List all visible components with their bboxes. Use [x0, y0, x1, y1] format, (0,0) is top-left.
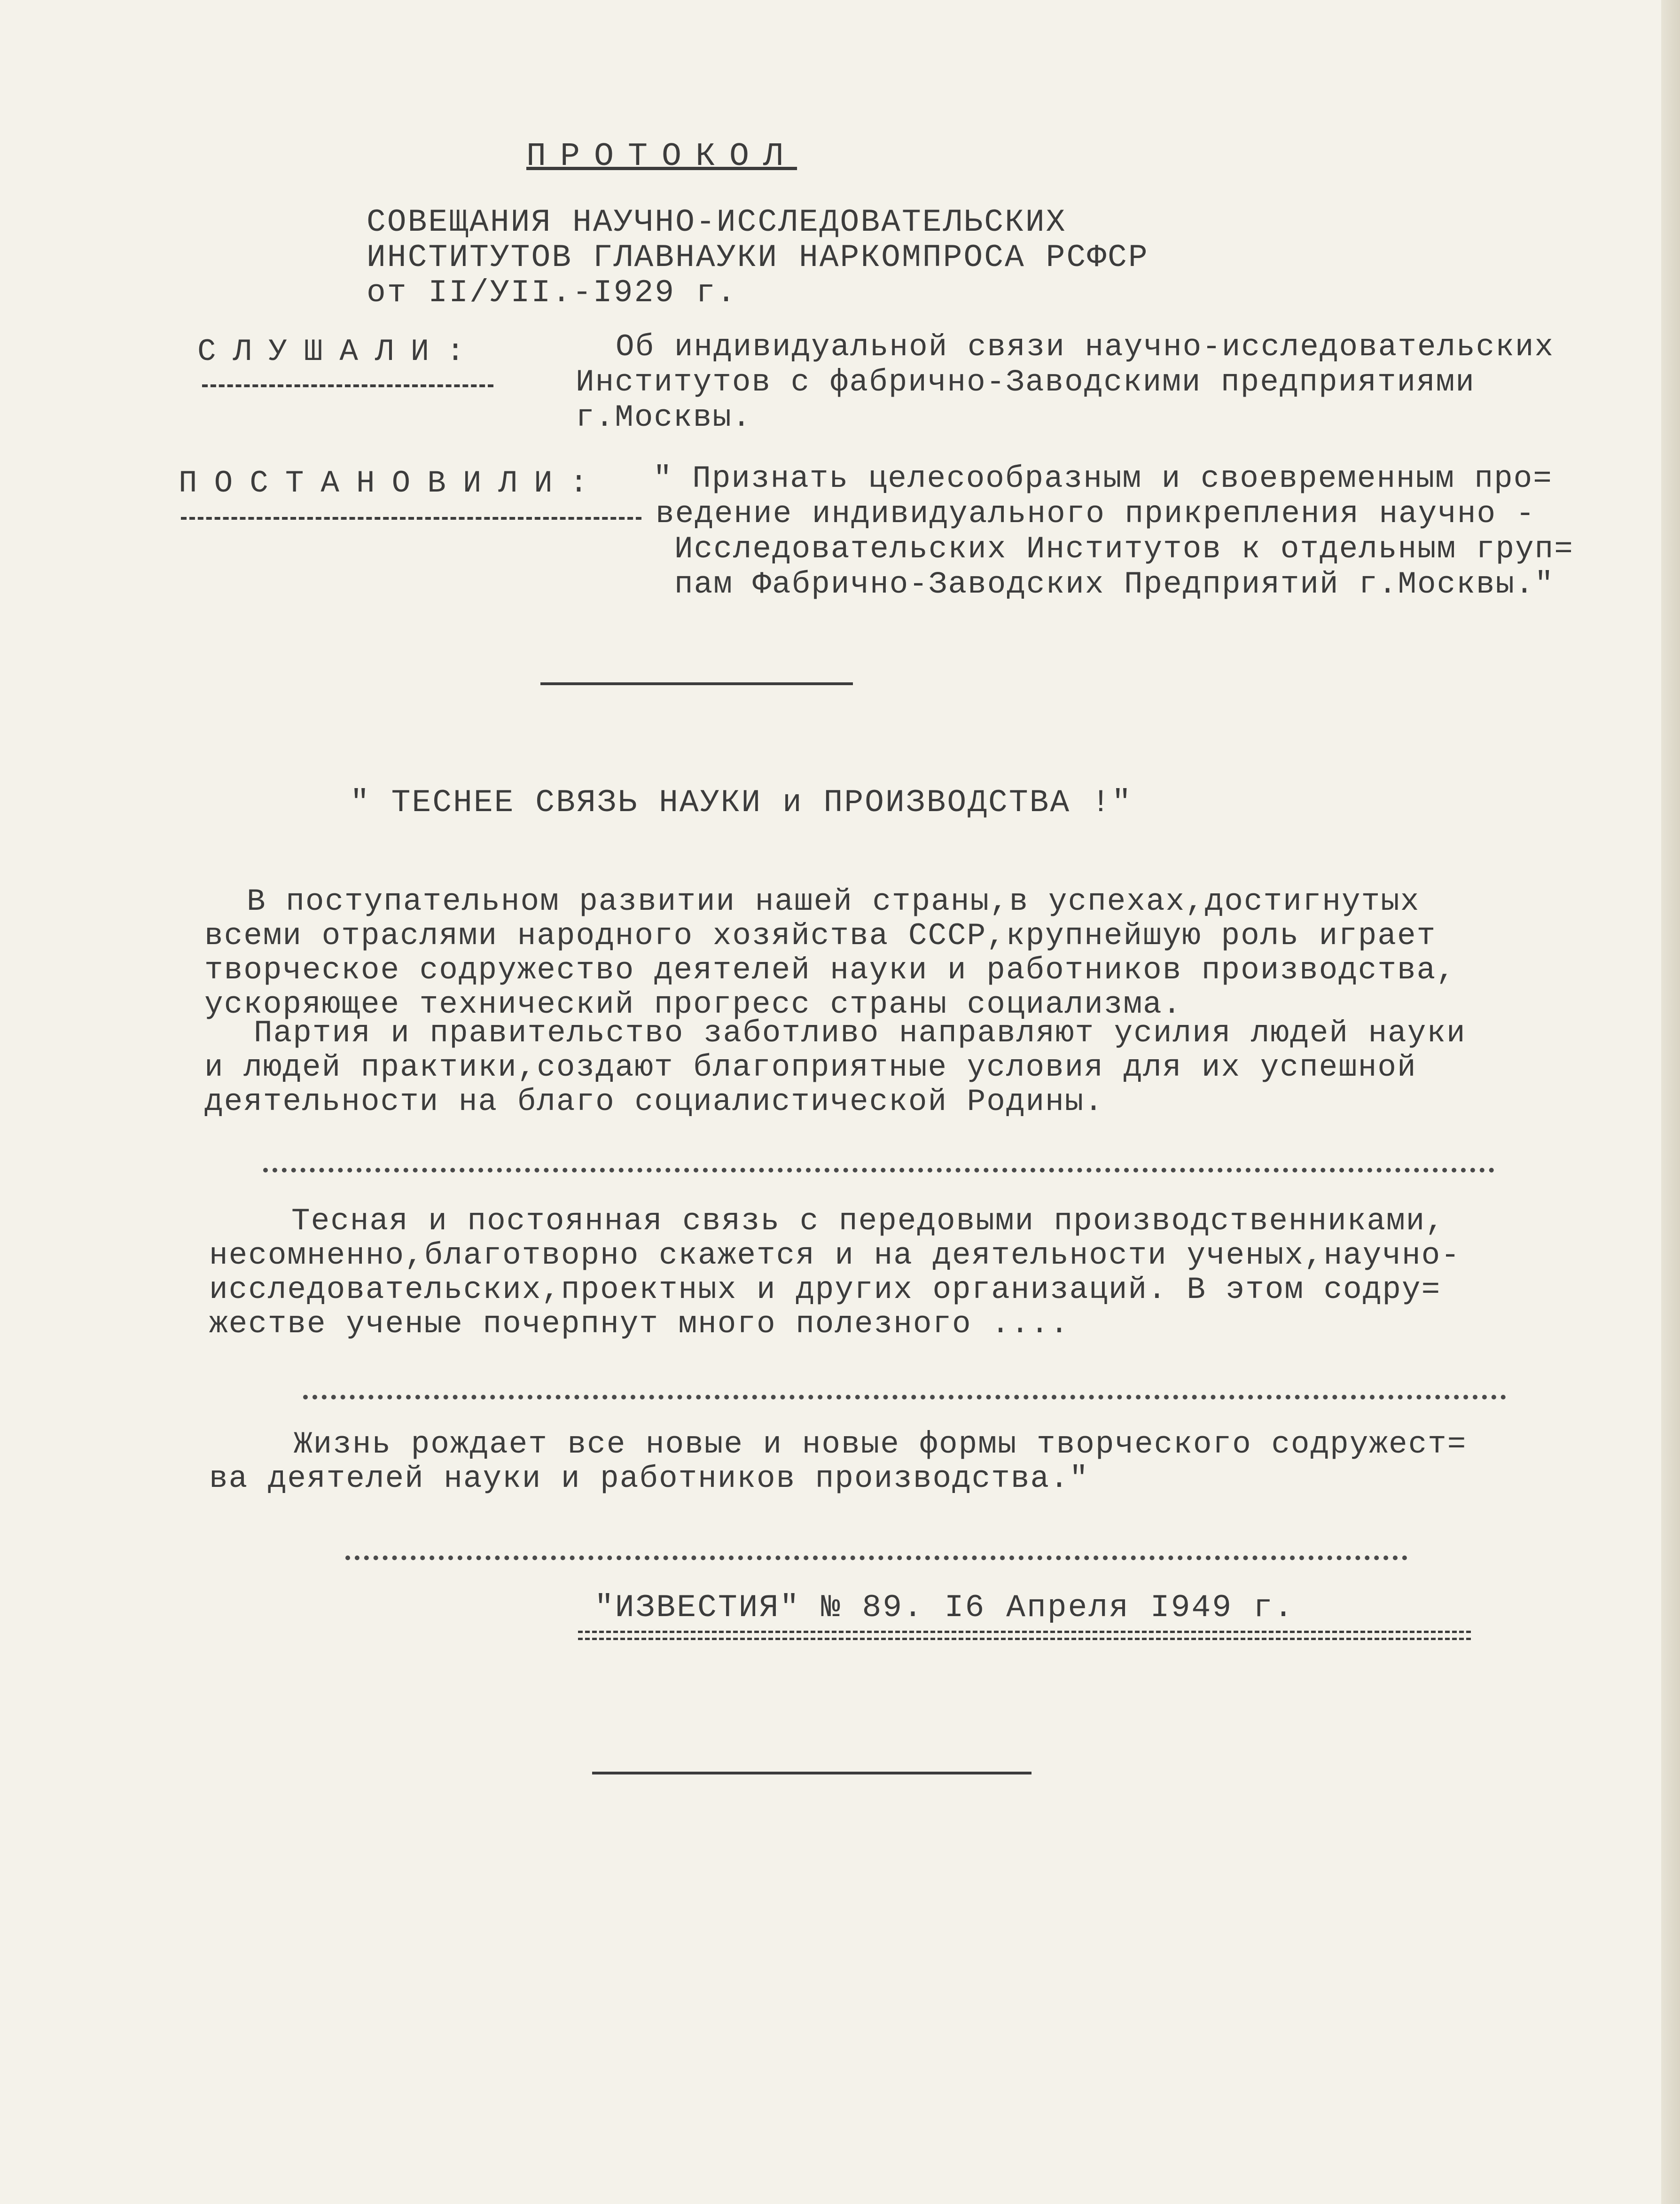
decided-label: ПОСТАНОВИЛИ: — [179, 466, 605, 501]
decided-underline — [181, 517, 641, 520]
source-citation: "ИЗВЕСТИЯ" № 89. I6 Апреля I949 г. — [594, 1590, 1295, 1626]
dotted-separator-3 — [345, 1555, 1407, 1560]
para1-line-7: деятельности на благо социалистической Родины. — [204, 1084, 1104, 1119]
subtitle-line-1: СОВЕЩАНИЯ НАУЧНО-ИССЛЕДОВАТЕЛЬСКИХ — [367, 204, 1067, 241]
para2-line-2: несомненно,благотворно скажется и на деятельности ученых,научно- — [209, 1238, 1461, 1273]
subtitle-date: от II/УII.-I929 г. — [367, 275, 737, 311]
heard-underline — [202, 384, 493, 387]
para3-line-1: Жизнь рождает все новые и новые формы творческого содружест= — [294, 1427, 1467, 1462]
para2-line-1: Тесная и постоянная связь с передовыми производственниками, — [291, 1204, 1445, 1239]
para1-line-2: всеми отраслями народного хозяйства СССР,крупнейшую роль играет — [204, 918, 1437, 954]
dotted-separator-2 — [303, 1395, 1506, 1399]
subtitle-line-2: ИНСТИТУТОВ ГЛАВНАУКИ НАРКОМПРОСА РСФСР — [367, 240, 1149, 276]
decided-line-1: " Признать целесообразным и своевременным про= — [653, 461, 1553, 496]
separator-rule-2 — [592, 1772, 1031, 1774]
para1-line-5: Партия и правительство заботливо направляют усилия людей науки — [254, 1016, 1466, 1051]
para2-line-3: исследовательских,проектных и других организаций. В этом содру= — [209, 1272, 1441, 1307]
para1-line-1: В поступательном развитии нашей страны,в успехах,достигнутых — [247, 884, 1420, 919]
heard-line-1: Об индивидуальной связи научно-исследовательских — [616, 329, 1555, 365]
decided-line-4: пам Фабрично-Заводских Предприятий г.Москвы." — [674, 567, 1555, 602]
para2-line-4: жестве ученые почерпнут много полезного .... — [209, 1306, 1070, 1342]
heard-line-2: Институтов с фабрично-Заводскими предприятиями — [576, 365, 1475, 400]
quote-title: " ТЕСНЕЕ СВЯЗЬ НАУКИ и ПРОИЗВОДСТВА !" — [350, 785, 1133, 821]
para1-line-3: творческое содружество деятелей науки и работников производства, — [204, 953, 1456, 988]
para1-line-6: и людей практики,создают благоприятные условия для их успешной — [204, 1050, 1417, 1085]
heard-line-3: г.Москвы. — [576, 400, 752, 435]
decided-line-3: Исследовательских Институтов к отдельным груп= — [674, 531, 1574, 567]
heard-label: СЛУШАЛИ: — [197, 334, 482, 369]
protocol-title: ПРОТОКОЛ — [526, 138, 797, 175]
dotted-separator-1 — [263, 1168, 1494, 1172]
separator-rule-1 — [540, 682, 853, 685]
decided-line-2: ведение индивидуального прикрепления научно - — [656, 496, 1536, 531]
para3-line-2: ва деятелей науки и работников производства." — [209, 1461, 1089, 1496]
source-double-underline — [578, 1631, 1471, 1640]
para1-line-4: ускоряющее технический прогресс страны социализма. — [204, 987, 1182, 1022]
paper-edge — [1661, 0, 1680, 2204]
